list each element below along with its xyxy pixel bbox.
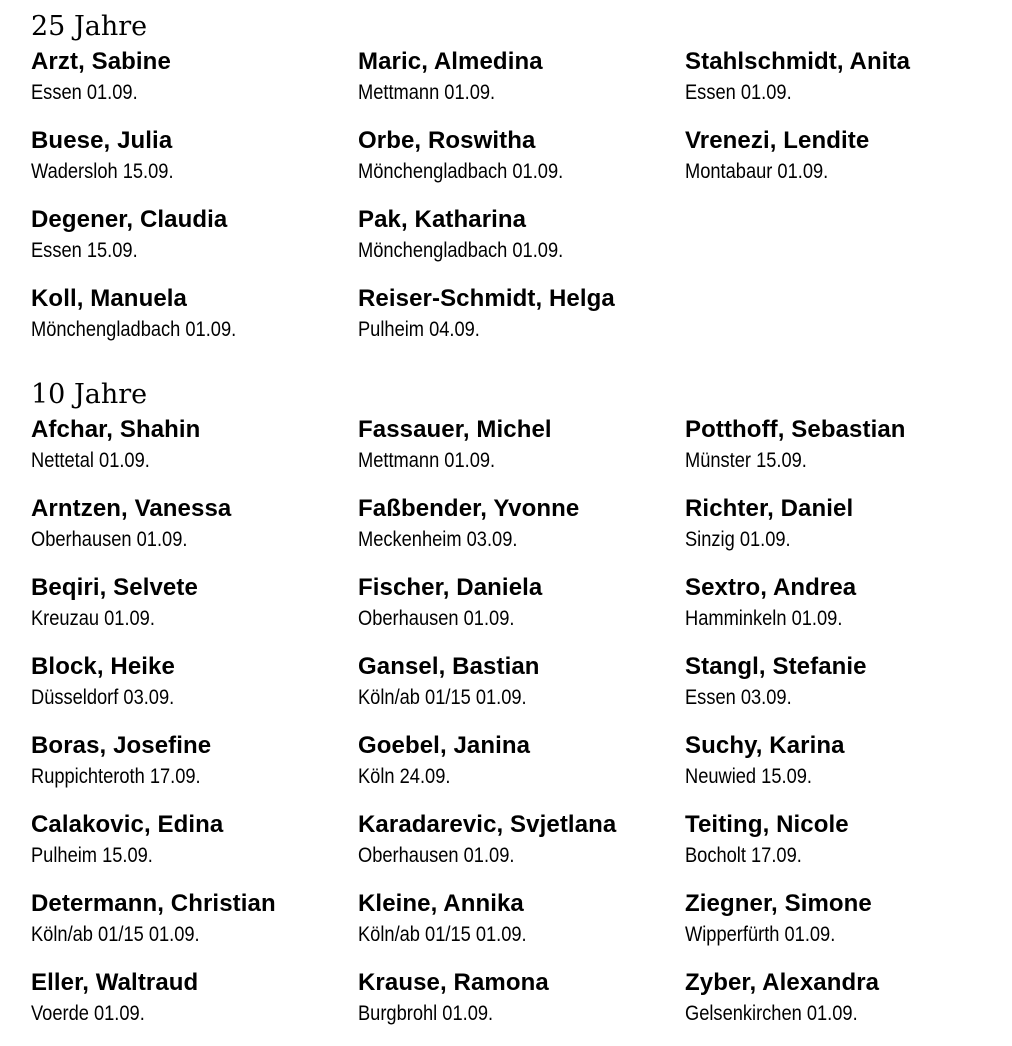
entry <box>685 414 991 493</box>
entry <box>31 572 358 651</box>
entry <box>358 493 685 572</box>
entry <box>358 283 685 362</box>
person-name: Karadarevic, Svjetlana <box>358 811 617 838</box>
entry <box>31 493 358 572</box>
entry <box>358 809 685 888</box>
person-name: Kleine, Annika <box>358 890 524 917</box>
entry <box>685 809 991 888</box>
entry <box>31 809 358 888</box>
person-detail: Sinzig 01.09. <box>685 528 791 551</box>
entry <box>358 967 685 1046</box>
person-detail: Nettetal 01.09. <box>31 449 150 472</box>
person-detail: Münster 15.09. <box>685 449 807 472</box>
person-detail: Montabaur 01.09. <box>685 160 829 183</box>
person-name: Teiting, Nicole <box>685 811 849 838</box>
entry <box>31 967 358 1046</box>
person-name: Calakovic, Edina <box>31 811 224 838</box>
person-detail: Gelsenkirchen 01.09. <box>685 1002 858 1025</box>
entry <box>358 204 685 283</box>
person-detail: Mettmann 01.09. <box>358 449 496 472</box>
person-detail: Essen 03.09. <box>685 686 792 709</box>
person-name: Fassauer, Michel <box>358 416 552 443</box>
entry <box>358 730 685 809</box>
person-detail: Oberhausen 01.09. <box>358 607 515 630</box>
person-name: Krause, Ramona <box>358 969 549 996</box>
person-detail: Köln/ab 01/15 01.09. <box>358 686 527 709</box>
person-detail: Kreuzau 01.09. <box>31 607 155 630</box>
person-detail: Pulheim 15.09. <box>31 844 153 867</box>
person-detail: Essen 15.09. <box>31 239 138 262</box>
person-detail: Voerde 01.09. <box>31 1002 145 1025</box>
section-10-years <box>31 376 991 1046</box>
person-detail: Oberhausen 01.09. <box>31 528 188 551</box>
entry <box>358 46 685 125</box>
entries-grid <box>31 46 991 362</box>
person-name: Maric, Almedina <box>358 48 543 75</box>
entry <box>358 888 685 967</box>
person-name: Ziegner, Simone <box>685 890 872 917</box>
person-detail: Burgbrohl 01.09. <box>358 1002 494 1025</box>
person-detail: Meckenheim 03.09. <box>358 528 518 551</box>
person-detail: Wipperfürth 01.09. <box>685 923 836 946</box>
person-detail: Hamminkeln 01.09. <box>685 607 843 630</box>
entry <box>685 730 991 809</box>
entry <box>685 46 991 125</box>
person-detail: Köln/ab 01/15 01.09. <box>31 923 200 946</box>
person-name: Richter, Daniel <box>685 495 854 522</box>
person-detail: Essen 01.09. <box>31 81 138 104</box>
entry <box>685 572 991 651</box>
person-detail: Düsseldorf 03.09. <box>31 686 175 709</box>
person-name: Sextro, Andrea <box>685 574 857 601</box>
person-detail: Bocholt 17.09. <box>685 844 802 867</box>
person-name: Stahlschmidt, Anita <box>685 48 911 75</box>
person-name: Eller, Waltraud <box>31 969 199 996</box>
person-detail: Essen 01.09. <box>685 81 792 104</box>
person-detail: Köln/ab 01/15 01.09. <box>358 923 527 946</box>
entry <box>685 125 991 204</box>
section-title: 25 Jahre <box>31 11 148 42</box>
person-name: Orbe, Roswitha <box>358 127 536 154</box>
person-name: Afchar, Shahin <box>31 416 201 443</box>
person-name: Stangl, Stefanie <box>685 653 867 680</box>
person-detail: Mönchengladbach 01.09. <box>358 239 564 262</box>
person-name: Vrenezi, Lendite <box>685 127 870 154</box>
entry <box>31 651 358 730</box>
entry <box>358 125 685 204</box>
entry <box>358 572 685 651</box>
entry <box>685 967 991 1046</box>
person-detail: Ruppichteroth 17.09. <box>31 765 201 788</box>
person-name: Zyber, Alexandra <box>685 969 880 996</box>
entry <box>31 204 358 283</box>
person-name: Block, Heike <box>31 653 175 680</box>
person-name: Suchy, Karina <box>685 732 845 759</box>
person-name: Degener, Claudia <box>31 206 228 233</box>
anniversary-list <box>31 0 991 1046</box>
person-name: Arzt, Sabine <box>31 48 171 75</box>
person-detail: Wadersloh 15.09. <box>31 160 174 183</box>
person-name: Determann, Christian <box>31 890 276 917</box>
person-name: Buese, Julia <box>31 127 173 154</box>
person-detail: Neuwied 15.09. <box>685 765 812 788</box>
person-name: Beqiri, Selvete <box>31 574 198 601</box>
entry <box>31 414 358 493</box>
person-name: Pak, Katharina <box>358 206 527 233</box>
entry <box>31 125 358 204</box>
person-name: Koll, Manuela <box>31 285 187 312</box>
entry <box>685 651 991 730</box>
entry <box>685 888 991 967</box>
person-detail: Oberhausen 01.09. <box>358 844 515 867</box>
person-name: Potthoff, Sebastian <box>685 416 906 443</box>
entry <box>358 414 685 493</box>
person-detail: Mönchengladbach 01.09. <box>358 160 564 183</box>
person-detail: Mettmann 01.09. <box>358 81 496 104</box>
person-name: Goebel, Janina <box>358 732 531 759</box>
entry <box>31 730 358 809</box>
entries-grid <box>31 414 991 1046</box>
person-detail: Köln 24.09. <box>358 765 451 788</box>
person-name: Faßbender, Yvonne <box>358 495 580 522</box>
person-name: Arntzen, Vanessa <box>31 495 232 522</box>
entry <box>685 493 991 572</box>
entry <box>358 651 685 730</box>
person-name: Boras, Josefine <box>31 732 212 759</box>
person-detail: Mönchengladbach 01.09. <box>31 318 237 341</box>
section-25-years <box>31 8 991 362</box>
person-detail: Pulheim 04.09. <box>358 318 480 341</box>
person-name: Fischer, Daniela <box>358 574 543 601</box>
entry <box>31 283 358 362</box>
entry <box>31 888 358 967</box>
entry <box>31 46 358 125</box>
person-name: Reiser-Schmidt, Helga <box>358 285 615 312</box>
person-name: Gansel, Bastian <box>358 653 540 680</box>
section-title: 10 Jahre <box>31 379 148 410</box>
